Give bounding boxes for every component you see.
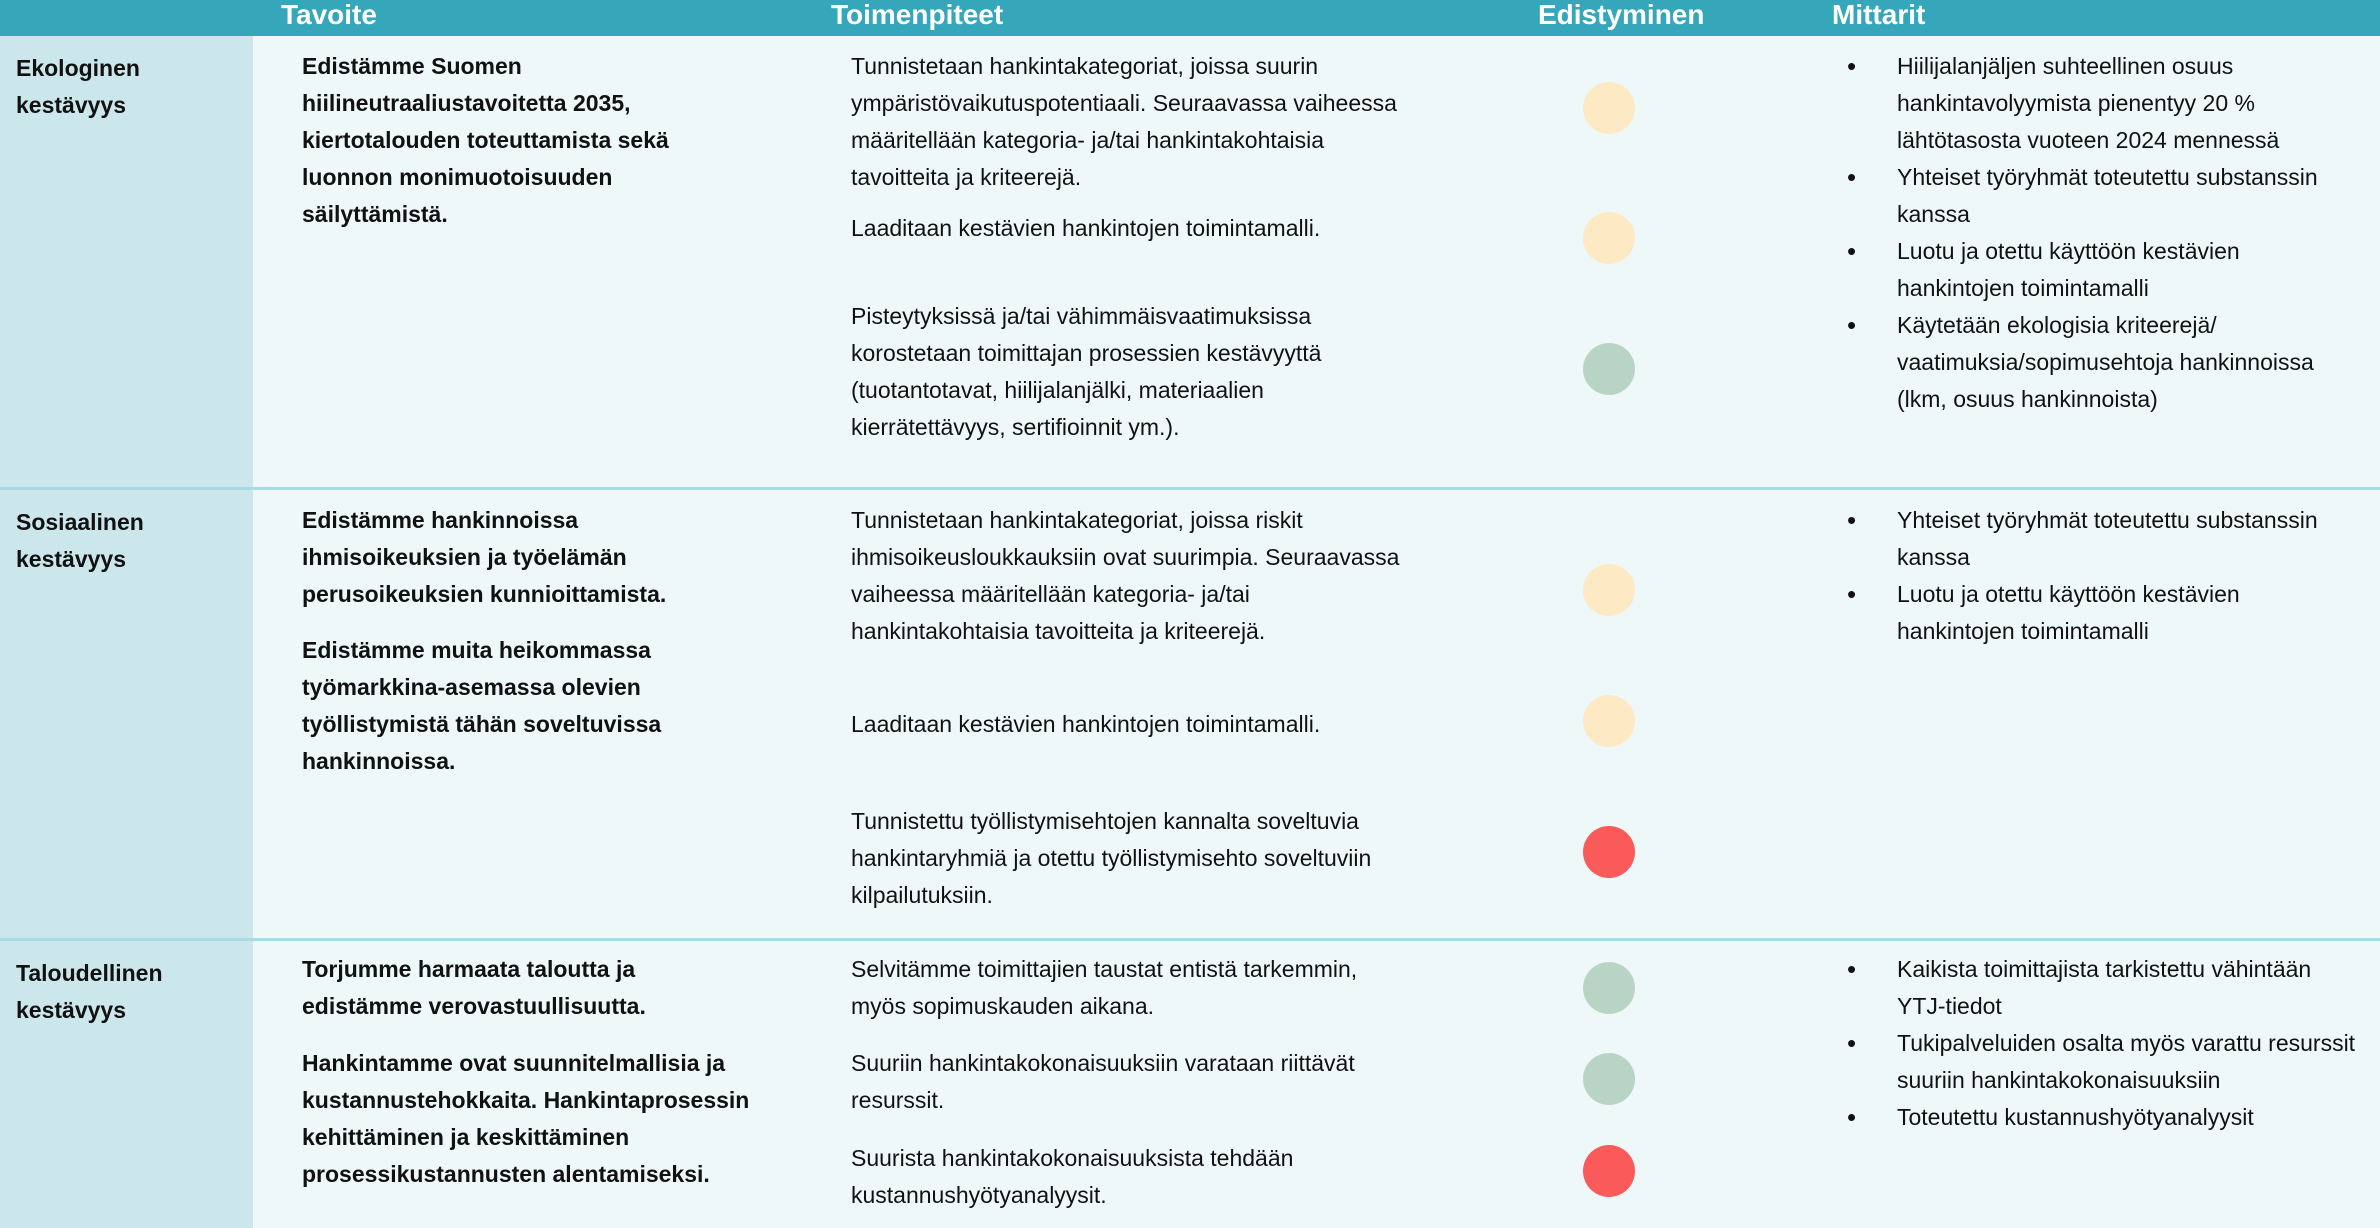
- metric-item: • Toteutettu kustannushyötyanalyysit: [1847, 1099, 2357, 1136]
- action-text: Suuriin hankintakokonaisuuksiin varataan riittävät resurssit.: [851, 1050, 1355, 1113]
- table-row-ecological: [0, 36, 2380, 488]
- metrics-list: [1847, 502, 2357, 650]
- metric-item: • Yhteiset työryhmät toteutettu substanssin kanssa: [1847, 502, 2357, 576]
- status-indicator-not-started: [1583, 826, 1635, 878]
- status-indicator-done: [1583, 1053, 1635, 1105]
- header-progress: Edistyminen: [1538, 0, 1705, 30]
- header-actions: Toimenpiteet: [831, 0, 1004, 30]
- action-text: Pisteytyksissä ja/tai vähimmäisvaatimuksissa korostetaan toimittajan prosessien kestävyyttä (tuotantotavat, hiilijalanjälki, materiaalien kierrätettävyys, sertifioinnit ym.).: [851, 303, 1322, 440]
- status-indicator-in-progress: [1583, 695, 1635, 747]
- table-header: [0, 0, 2380, 36]
- table-row-social: [0, 490, 2380, 938]
- metric-item: • Kaikista toimittajista tarkistettu vähintään YTJ-tiedot: [1847, 951, 2357, 1025]
- goal-text: Hankintamme ovat suunnitelmallisia ja kustannustehokkaita. Hankintaprosessin kehittäminen ja keskittäminen prosessikustannusten alentamiseksi.: [302, 1050, 750, 1187]
- goal-text: Edistämme muita heikommassa työmarkkina-asemassa olevien työllistymistä tähän soveltuvissa hankinnoissa.: [302, 637, 662, 774]
- metric-item: • Yhteiset työryhmät toteutettu substanssin kanssa: [1847, 159, 2357, 233]
- metrics-list: [1847, 951, 2357, 1136]
- category-label: Sosiaalinen kestävyys: [16, 509, 144, 572]
- status-indicator-in-progress: [1583, 564, 1635, 616]
- metric-item: • Tukipalveluiden osalta myös varattu resurssit suuriin hankintakokonaisuuksiin: [1847, 1025, 2357, 1099]
- action-text: Tunnistettu työllistymisehtojen kannalta soveltuvia hankintaryhmiä ja otettu työllistymisehto soveltuviin kilpailutuksiin.: [851, 808, 1372, 908]
- action-text: Tunnistetaan hankintakategoriat, joissa suurin ympäristövaikutuspotentiaali. Seuraavassa vaiheessa määritellään kategoria- ja/tai hankintakohtaisia tavoitteita ja kriteerejä.: [851, 53, 1397, 190]
- header-metrics: Mittarit: [1832, 0, 1926, 30]
- metric-item: • Luotu ja otettu käyttöön kestävien hankintojen toimintamalli: [1847, 233, 2357, 307]
- status-indicator-done: [1583, 343, 1635, 395]
- category-cell: [0, 490, 253, 938]
- action-text: Suurista hankintakokonaisuuksista tehdään kustannushyötyanalyysit.: [851, 1145, 1294, 1208]
- status-indicator-in-progress: [1583, 82, 1635, 134]
- goal-text: Edistämme hankinnoissa ihmisoikeuksien ja työelämän perusoikeuksien kunnioittamista.: [302, 507, 667, 607]
- status-indicator-done: [1583, 962, 1635, 1014]
- action-text: Laaditaan kestävien hankintojen toimintamalli.: [851, 215, 1321, 241]
- action-text: Laaditaan kestävien hankintojen toimintamalli.: [851, 711, 1321, 737]
- action-text: Selvitämme toimittajien taustat entistä tarkemmin, myös sopimuskauden aikana.: [851, 956, 1358, 1019]
- action-text: Tunnistetaan hankintakategoriat, joissa riskit ihmisoikeusloukkauksiin ovat suurimpia. Seuraavassa vaiheessa määritellään kategoria- ja/tai hankintakohtaisia tavoitteita ja kriteerejä.: [851, 507, 1400, 644]
- metrics-list: [1847, 48, 2357, 418]
- category-label: Taloudellinen kestävyys: [16, 960, 163, 1023]
- status-indicator-not-started: [1583, 1145, 1635, 1197]
- metric-item: • Hiilijalanjäljen suhteellinen osuus hankintavolyymista pienentyy 20 % lähtötasosta vuoteen 2024 mennessä: [1847, 48, 2357, 159]
- metric-item: • Luotu ja otettu käyttöön kestävien hankintojen toimintamalli: [1847, 576, 2357, 650]
- category-cell: [0, 36, 253, 488]
- metric-item: • Käytetään ekologisia kriteerejä/ vaatimuksia/sopimusehtoja hankinnoissa (lkm, osuus hankinnoista): [1847, 307, 2357, 418]
- goal-text: Torjumme harmaata taloutta ja edistämme verovastuullisuutta.: [302, 956, 646, 1019]
- category-label: Ekologinen kestävyys: [16, 55, 140, 118]
- table-row-economic: [0, 941, 2380, 1228]
- goal-text: Edistämme Suomen hiilineutraaliustavoitetta 2035, kiertotalouden toteuttamista sekä luonnon monimuotoisuuden säilyttämistä.: [302, 53, 669, 227]
- status-indicator-in-progress: [1583, 212, 1635, 264]
- category-cell: [0, 941, 253, 1228]
- header-goal: Tavoite: [281, 0, 377, 30]
